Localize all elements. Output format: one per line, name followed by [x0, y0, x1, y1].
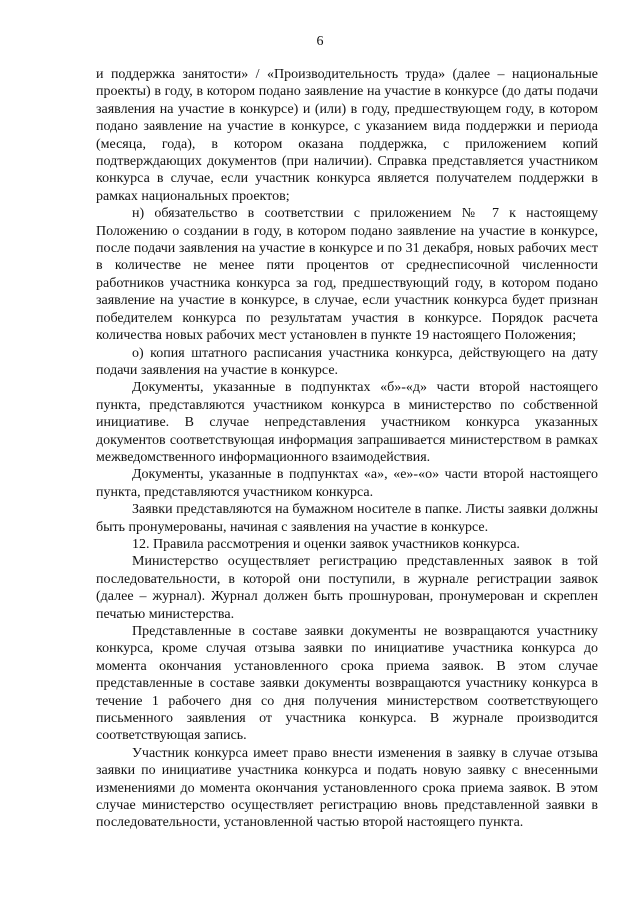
paragraph-documents-return: Представленные в составе заявки документы не возвращаются участнику конкурса, кроме случая отзыва заявки по инициативе участника конкурса до момента окончания установленного срока приема заявок. В этом случае представленные в составе заявки документы возвращаются участнику конкурса в течение 1 рабочего дня со дня получения министерством соответствующего письменного заявления от участника конкурса. В журнале производится соответствующая запись.	[96, 624, 598, 744]
paragraph-section-12-heading: 12. Правила рассмотрения и оценки заявок участников конкурса.	[132, 536, 520, 552]
paragraph-application-changes: Участник конкурса имеет право внести изменения в заявку в случае отзыва заявки по инициативе участника конкурса и подать новую заявку с внесенными изменениями до момента окончания установленного срока приема заявок. В этом случае министерство осуществляет регистрацию вновь представленной заявки в последовательности, установленной частью второй настоящего пункта.	[96, 745, 598, 831]
paragraph-documents-b-d: Документы, указанные в подпунктах «б»-«д» части второй настоящего пункта, представляются участником конкурса в министерство по собственной инициативе. В случае непредставления участником конкурса указанных документов соответствующая информация запрашивается министерством в рамках межведомственного информационного взаимодействия.	[96, 380, 598, 465]
page-number: 6	[316, 34, 324, 49]
paragraph-documents-a-e-o: Документы, указанные в подпунктах «а», «е»-«о» части второй настоящего пункта, представляются участником конкурса.	[96, 467, 598, 500]
paragraph-item-o: о) копия штатного расписания участника конкурса, действующего на дату подачи заявления на участие в конкурсе.	[96, 345, 598, 378]
paragraph-paper-submission: Заявки представляются на бумажном носителе в папке. Листы заявки должны быть пронумерованы, начиная с заявления на участие в конкурсе.	[96, 502, 598, 535]
paragraph-support-certificate: и поддержка занятости» / «Производительность труда» (далее – национальные проекты) в году, в котором подано заявление на участие в конкурсе (до даты подачи заявления на участие в конкурсе) и (или) в году, предшествующем году, в котором подано заявление на участие в конкурсе, с указанием вида поддержки и периода (месяца, года), в котором оказана поддержка, с приложением копий подтверждающих документов (при наличии). Справка представляется участником конкурса в случае, если участник конкурса является получателем поддержки в рамках национальных проектов;	[96, 67, 598, 204]
document-body	[96, 66, 598, 832]
paragraph-item-n: н) обязательство в соответствии с приложением № 7 к настоящему Положению о создании в году, в котором подано заявление на участие в конкурсе, после подачи заявления на участие в конкурсе и по 31 декабря, новых рабочих мест в количестве не менее пяти процентов от среднесписочной численности работников участника конкурса за год, предшествующий году, в котором подано заявление на участие в конкурсе, в случае, если участник конкурса будет признан победителем конкурса по результатам участия в конкурсе. Порядок расчета количества новых рабочих мест установлен в пункте 19 настоящего Положения;	[96, 206, 598, 344]
paragraph-registration-journal: Министерство осуществляет регистрацию представленных заявок в той последовательности, в которой они поступили, в журнале регистрации заявок (далее – журнал). Журнал должен быть прошнурован, пронумерован и скреплен печатью министерства.	[96, 554, 598, 622]
